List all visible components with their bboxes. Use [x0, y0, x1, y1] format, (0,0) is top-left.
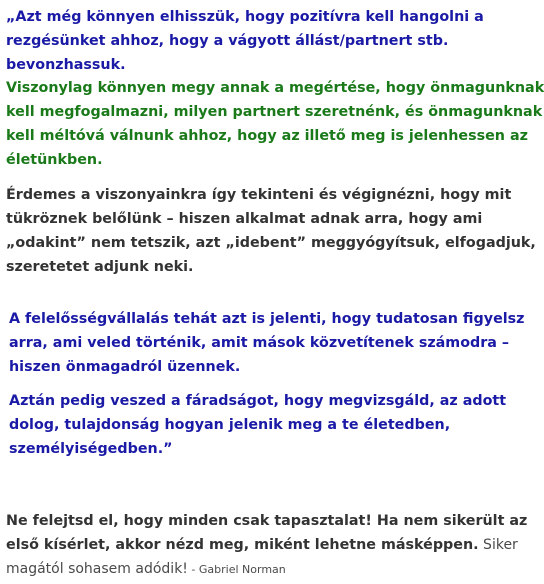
closing-paragraph: [6, 509, 527, 582]
closing-bold-text: első kísérlet, akkor nézd meg, miként lehetne másképpen.: [6, 537, 479, 553]
quote-paragraph-5: [9, 389, 506, 461]
quote-paragraph-3: [6, 183, 536, 279]
text-line: „Azt még könnyen elhisszük, hogy pozitívra kell hangolni a: [6, 9, 484, 25]
author-attribution: - Gabriel Norman: [187, 563, 286, 576]
text-line: kell méltóvá válnunk ahhoz, hogy az illető meg is jelenhessen az: [6, 128, 528, 144]
text-line: kell megfogalmazni, milyen partnert szeretnénk, és önmagunknak: [6, 104, 543, 120]
text-line: tükröznek belőlünk – hiszen alkalmat adnak arra, hogy ami: [6, 211, 483, 227]
text-line: Ne felejtsd el, hogy minden csak tapasztalat! Ha nem sikerült az: [6, 513, 528, 529]
text-line: Érdemes a viszonyainkra így tekinteni és végignézni, hogy mit: [6, 187, 512, 203]
text-line: bevonzhassuk.: [6, 57, 126, 73]
quote-paragraph-4: [9, 307, 525, 379]
text-line: Aztán pedig veszed a fáradságot, hogy megvizsgáld, az adott: [9, 393, 507, 409]
text-line: „odakint” nem tetszik, azt „idebent” meggyógyítsuk, elfogadjuk,: [6, 235, 536, 251]
closing-normal-text: magától sohasem adódik!: [6, 561, 188, 577]
text-line: hiszen önmagadról üzennek.: [9, 359, 241, 375]
text-line: [6, 557, 527, 582]
quote-paragraph-2: [6, 76, 544, 172]
text-line: Viszonylag könnyen megy annak a megértése, hogy önmagunknak: [6, 80, 544, 96]
text-line: szeretetet adjunk neki.: [6, 259, 194, 275]
text-line: személyiségedben.”: [9, 441, 173, 457]
text-line: dolog, tulajdonság hogyan jelenik meg a te életedben,: [9, 417, 451, 433]
text-line: A felelősségvállalás tehát azt is jelenti, hogy tudatosan figyelsz: [9, 311, 525, 327]
quote-paragraph-1: [6, 5, 484, 77]
closing-normal-text: Siker: [478, 537, 518, 553]
text-line: rezgésünket ahhoz, hogy a vágyott állást/partnert stb.: [6, 33, 449, 49]
text-line: arra, ami veled történik, amit mások közvetítenek számodra –: [9, 335, 510, 351]
text-line: életünkben.: [6, 152, 103, 168]
text-line: [6, 533, 527, 557]
